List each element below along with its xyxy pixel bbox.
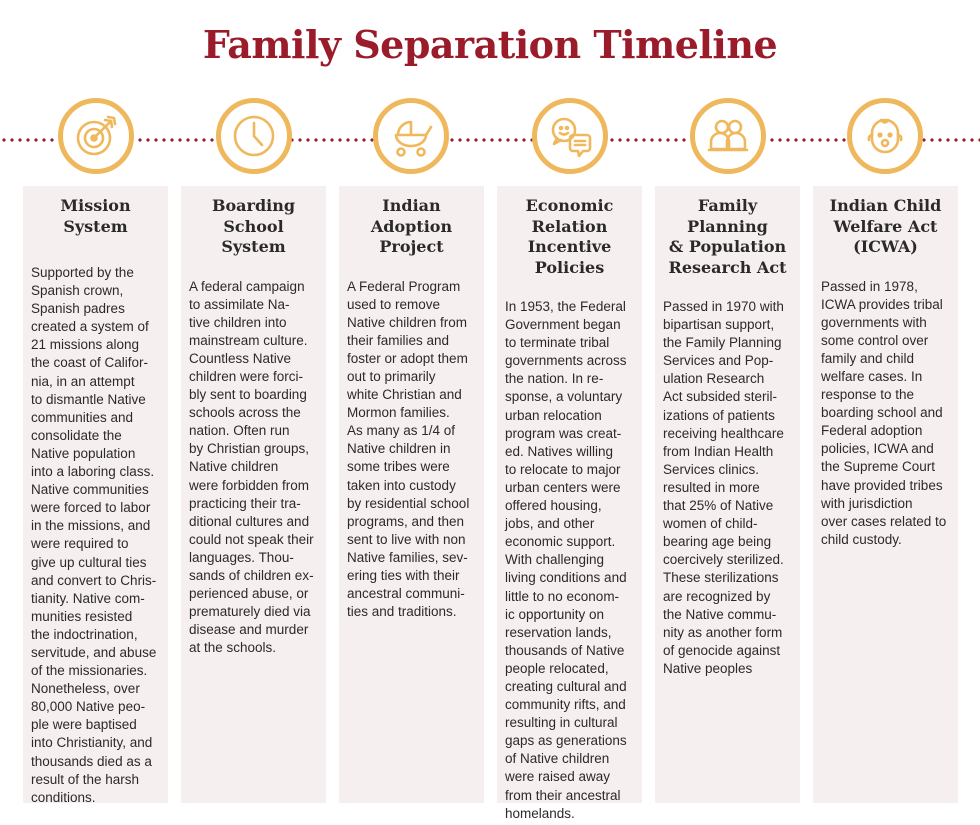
card-body-line: 80,000 Native peo- (31, 699, 146, 715)
card-body-line: Native communities (31, 482, 149, 498)
card-body-line: gaps as generations (505, 733, 627, 749)
card-body-line: resulting in cultural (505, 715, 618, 731)
card-body-line: governments across (505, 353, 627, 369)
card-body-line: white Christian and (347, 387, 462, 403)
card-body-line: children were forci- (189, 368, 304, 384)
card-body-line: Spanish padres (31, 301, 125, 317)
card-body-line: nation. Often run (189, 423, 290, 439)
card-body-line: of the missionaries. (31, 663, 148, 679)
card-body-line: Native children from (347, 314, 468, 330)
card-body-line: ancestral communi- (347, 586, 465, 602)
card-body-line: to dismantle Native (31, 391, 146, 407)
card-body-line: A federal campaign (189, 278, 305, 294)
card-body-line: urban relocation (505, 407, 602, 423)
card-body-line: the Supreme Court (821, 459, 936, 475)
card-body-line: As many as 1/4 of (347, 423, 456, 439)
card-body (821, 278, 952, 549)
card-body-line: conditions. (31, 789, 96, 805)
card-body-line: by residential school (347, 495, 470, 511)
card-heading: Family Planning & Population Research Act (668, 196, 787, 277)
card-body-line: bearing age being (663, 534, 772, 550)
card-body-line: Services and Pop- (663, 353, 774, 369)
card-body-line: over cases related to (821, 513, 947, 529)
card-body-line: have provided tribes (821, 477, 943, 493)
card-body-line: created a system of (31, 319, 149, 335)
timeline-dotted-line (0, 138, 980, 142)
card-body-line: Native peoples (663, 660, 753, 676)
card-body-line: programs, and then (347, 513, 465, 529)
card-body-line: some tribes were (347, 459, 450, 475)
card-body-line: urban centers were (505, 479, 621, 495)
card-body-line: to assimilate Na- (189, 296, 290, 312)
card-body-line: family and child (821, 350, 915, 366)
timeline-card-family-planning-population-research-act (655, 186, 800, 803)
card-heading: Mission System (60, 196, 131, 236)
card-body-line: Native children (189, 459, 279, 475)
card-body-line: Passed in 1970 with (663, 299, 784, 314)
card-body-line: program was creat- (505, 425, 622, 441)
card-body-line: were forbidden from (189, 477, 310, 493)
card-body-line: creating cultural and (505, 678, 627, 694)
card-body-line: were required to (31, 536, 129, 552)
card-body-line: response to the (821, 387, 915, 403)
card-body-line: sponse, a voluntary (505, 389, 623, 405)
card-body-line: economic support. (505, 534, 616, 550)
card-body-line: thousands died as a (31, 753, 152, 769)
card-body-line: people relocated, (505, 660, 609, 676)
card-body-line: ICWA provides tribal (821, 296, 943, 312)
card-body-line: into Christianity, and (31, 735, 153, 751)
card-body-line: Government began (505, 317, 621, 333)
card-body-line: homelands. (505, 805, 575, 821)
card-body-line: living conditions and (505, 570, 627, 586)
card-body-line: ic opportunity on (505, 606, 605, 622)
card-body-line: disease and murder (189, 622, 309, 638)
card-body-line: perienced abuse, or (189, 586, 309, 602)
card-body-line: the coast of Califor- (31, 355, 149, 371)
card-body-line: are recognized by (663, 588, 771, 604)
card-body-line: result of the harsh (31, 771, 140, 787)
family-icon (690, 98, 766, 174)
card-body-line: ering ties with their (347, 568, 460, 583)
timeline-card-indian-adoption-project (339, 186, 484, 803)
card-body-line: and convert to Chris- (31, 572, 157, 588)
card-body (347, 278, 478, 622)
card-body-line: nity as another form (663, 624, 783, 640)
card-body-line: give up cultural ties (31, 554, 147, 570)
card-body-line: out to primarily (347, 368, 436, 384)
clock-icon (216, 98, 292, 174)
card-body-line: practicing their tra- (189, 495, 301, 511)
card-body-line: Federal adoption (821, 423, 923, 439)
card-body-line: bipartisan support, (663, 317, 775, 333)
card-body-line: welfare cases. In (821, 368, 923, 384)
card-body-line: were raised away (505, 769, 611, 785)
card-body-line: taken into custody (347, 477, 456, 493)
card-body-line: servitude, and abuse (31, 644, 157, 660)
card-body-line: ditional cultures and (189, 513, 310, 529)
card-body-line: their families and (347, 332, 450, 348)
card-body-line: ple were baptised (31, 717, 137, 733)
card-body-line: Native population (31, 445, 136, 461)
card-heading: Indian Adoption Project (370, 196, 453, 256)
timeline-card-boarding-school-system (181, 186, 326, 803)
card-body-line: Countless Native (189, 350, 292, 366)
baby-face-icon (847, 98, 923, 174)
card-body-line: schools across the (189, 405, 301, 421)
card-body-line: boarding school and (821, 405, 943, 421)
card-body-line: Nonetheless, over (31, 681, 140, 697)
card-body-line: coercively sterilized. (663, 552, 784, 568)
baby-carriage-icon (373, 98, 449, 174)
card-body-line: Native families, sev- (347, 549, 468, 565)
card-body-line: These sterilizations (663, 570, 779, 586)
card-body (189, 278, 320, 658)
card-body-line: the Native commu- (663, 606, 777, 622)
card-body-line: child custody. (821, 531, 902, 547)
card-body-line: mainstream culture. (189, 332, 308, 348)
card-body-line: from Indian Health (663, 443, 774, 459)
target-arrow-icon (58, 98, 134, 174)
card-body-line: the indoctrination, (31, 626, 138, 642)
card-body-line: bly sent to boarding (189, 387, 307, 403)
chat-bubbles-icon (532, 98, 608, 174)
card-body-line: policies, ICWA and (821, 441, 934, 457)
card-body-line: Supported by the (31, 265, 134, 280)
card-heading: Economic Relation Incentive Policies (525, 196, 614, 277)
card-body-line: at the schools. (189, 640, 277, 656)
timeline-card-economic-relation-incentive-policies (497, 186, 642, 821)
card-body-line: that 25% of Native (663, 498, 774, 514)
card-body-line: languages. Thou- (189, 549, 294, 565)
card-body-line: reservation lands, (505, 624, 612, 640)
card-body (31, 264, 162, 807)
card-body-line: of Native children (505, 751, 610, 767)
card-body-line: Native children in (347, 441, 451, 457)
card-body-line: from their ancestral (505, 787, 621, 803)
card-body-line: prematurely died via (189, 604, 311, 620)
card-body-line: in the missions, and (31, 518, 151, 534)
card-body-line: tianity. Native com- (31, 590, 145, 606)
card-body-line: thousands of Native (505, 642, 625, 658)
card-body-line: of genocide against (663, 642, 781, 658)
card-body-line: offered housing, (505, 498, 602, 514)
timeline-card-indian-child-welfare-act (813, 186, 958, 803)
card-body-line: tive children into (189, 314, 287, 330)
card-body-line: ed. Natives willing (505, 443, 614, 459)
card-body-line: to terminate tribal (505, 335, 610, 351)
card-body-line: Spanish crown, (31, 283, 124, 299)
card-body (505, 298, 636, 823)
card-body-line: Act subsided steril- (663, 389, 778, 405)
card-heading: Indian Child Welfare Act (ICWA) (829, 196, 942, 256)
card-body-line: jobs, and other (505, 516, 595, 532)
card-body-line: In 1953, the Federal (505, 299, 626, 314)
card-body-line: Services clinics. (663, 461, 760, 477)
page-title: Family Separation Timeline (202, 22, 778, 67)
card-body-line: foster or adopt them (347, 350, 468, 366)
card-body-line: munities resisted (31, 608, 133, 624)
card-body-line: consolidate the (31, 427, 122, 443)
card-body-line: sands of children ex- (189, 568, 314, 583)
card-body-line: Mormon families. (347, 405, 450, 421)
card-body-line: izations of patients (663, 407, 775, 423)
card-body-line: some control over (821, 332, 929, 348)
card-heading: Boarding School System (211, 196, 296, 256)
timeline-card-mission-system (23, 186, 168, 803)
card-body-line: sent to live with non (347, 531, 466, 547)
card-body-line: ties and traditions. (347, 604, 457, 620)
card-body-line: with jurisdiction (821, 495, 913, 511)
card-body-line: With challenging (505, 552, 605, 568)
card-body-line: A Federal Program (347, 278, 461, 294)
card-body-line: were forced to labor (31, 500, 151, 516)
card-body-line: to relocate to major (505, 461, 621, 477)
card-body-line: used to remove (347, 296, 441, 312)
card-body-line: community rifts, and (505, 697, 626, 713)
card-body-line: ulation Research (663, 371, 765, 387)
card-body-line: the Family Planning (663, 335, 782, 351)
card-body (663, 298, 794, 678)
card-body-line: little to no econom- (505, 588, 620, 604)
card-body-line: Passed in 1978, (821, 278, 918, 294)
card-body-line: receiving healthcare (663, 425, 784, 441)
card-body-line: the nation. In re- (505, 371, 604, 387)
card-body-line: by Christian groups, (189, 441, 310, 457)
card-body-line: could not speak their (189, 531, 314, 547)
card-body-line: resulted in more (663, 479, 760, 495)
card-body-line: women of child- (663, 516, 758, 532)
card-body-line: nia, in an attempt (31, 373, 135, 389)
card-body-line: communities and (31, 409, 134, 425)
card-body-line: governments with (821, 314, 927, 330)
card-body-line: into a laboring class. (31, 464, 155, 480)
card-body-line: 21 missions along (31, 337, 140, 353)
